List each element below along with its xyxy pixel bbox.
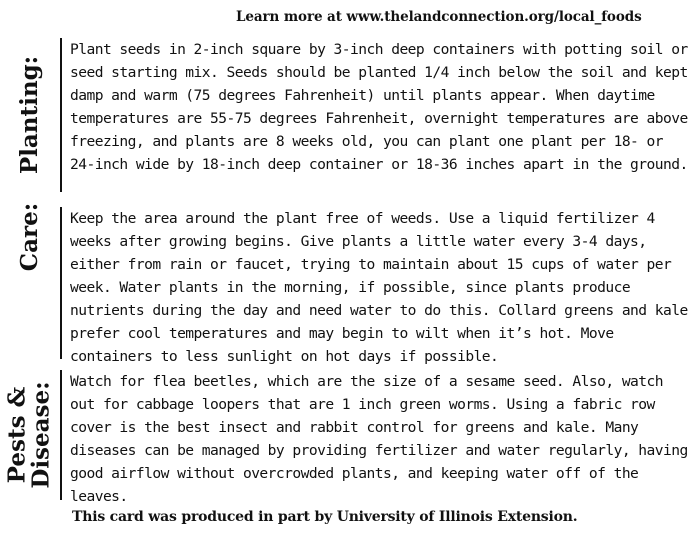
disease-heading-line: Disease: (28, 381, 55, 489)
planting-heading: Planting: (16, 55, 44, 175)
footer-credit: This card was produced in part by University of Illinois Extension. (72, 509, 578, 525)
planting-heading-container (0, 38, 60, 192)
pests-heading-line: Pests & (4, 386, 31, 484)
pests-disease-heading (6, 381, 54, 488)
care-heading: Care: (16, 202, 44, 272)
care-text: Keep the area around the plant free of weeds. Use a liquid fertilizer 4 weeks after growing begins. Give plants a little water every 3-4 days, either from rain or faucet, trying to maintain about 15 cups of water per week. Water plants in the morning, if possible, since plants produce nutrients during the day and need water to do this. Collard greens and kale prefer cool temperatures and may begin to wilt when it’s hot. Move containers to less sunlight on hot days if possible. (60, 207, 688, 359)
header-link[interactable]: Learn more at www.thelandconnection.org/local_foods (236, 9, 642, 25)
pests-disease-heading-container (0, 370, 60, 500)
pests-disease-text: Watch for flea beetles, which are the size of a sesame seed. Also, watch out for cabbage loopers that are 1 inch green worms. Using a fabric row cover is the best insect and rabbit control for greens and kale. Many diseases can be managed by providing fertilizer and water regularly, having good airflow without overcrowded plants, and keeping water off of the leaves. (60, 370, 688, 500)
care-heading-container (0, 202, 60, 272)
planting-text: Plant seeds in 2-inch square by 3-inch deep containers with potting soil or seed starting mix. Seeds should be planted 1/4 inch below the soil and kept damp and warm (75 degrees Fahrenheit) until plants appear. When daytime temperatures are 55-75 degrees Fahrenheit, overnight temperatures are above freezing, and plants are 8 weeks old, you can plant one plant per 18- or 24-inch wide by 18-inch deep container or 18-36 inches apart in the ground. (60, 38, 688, 192)
